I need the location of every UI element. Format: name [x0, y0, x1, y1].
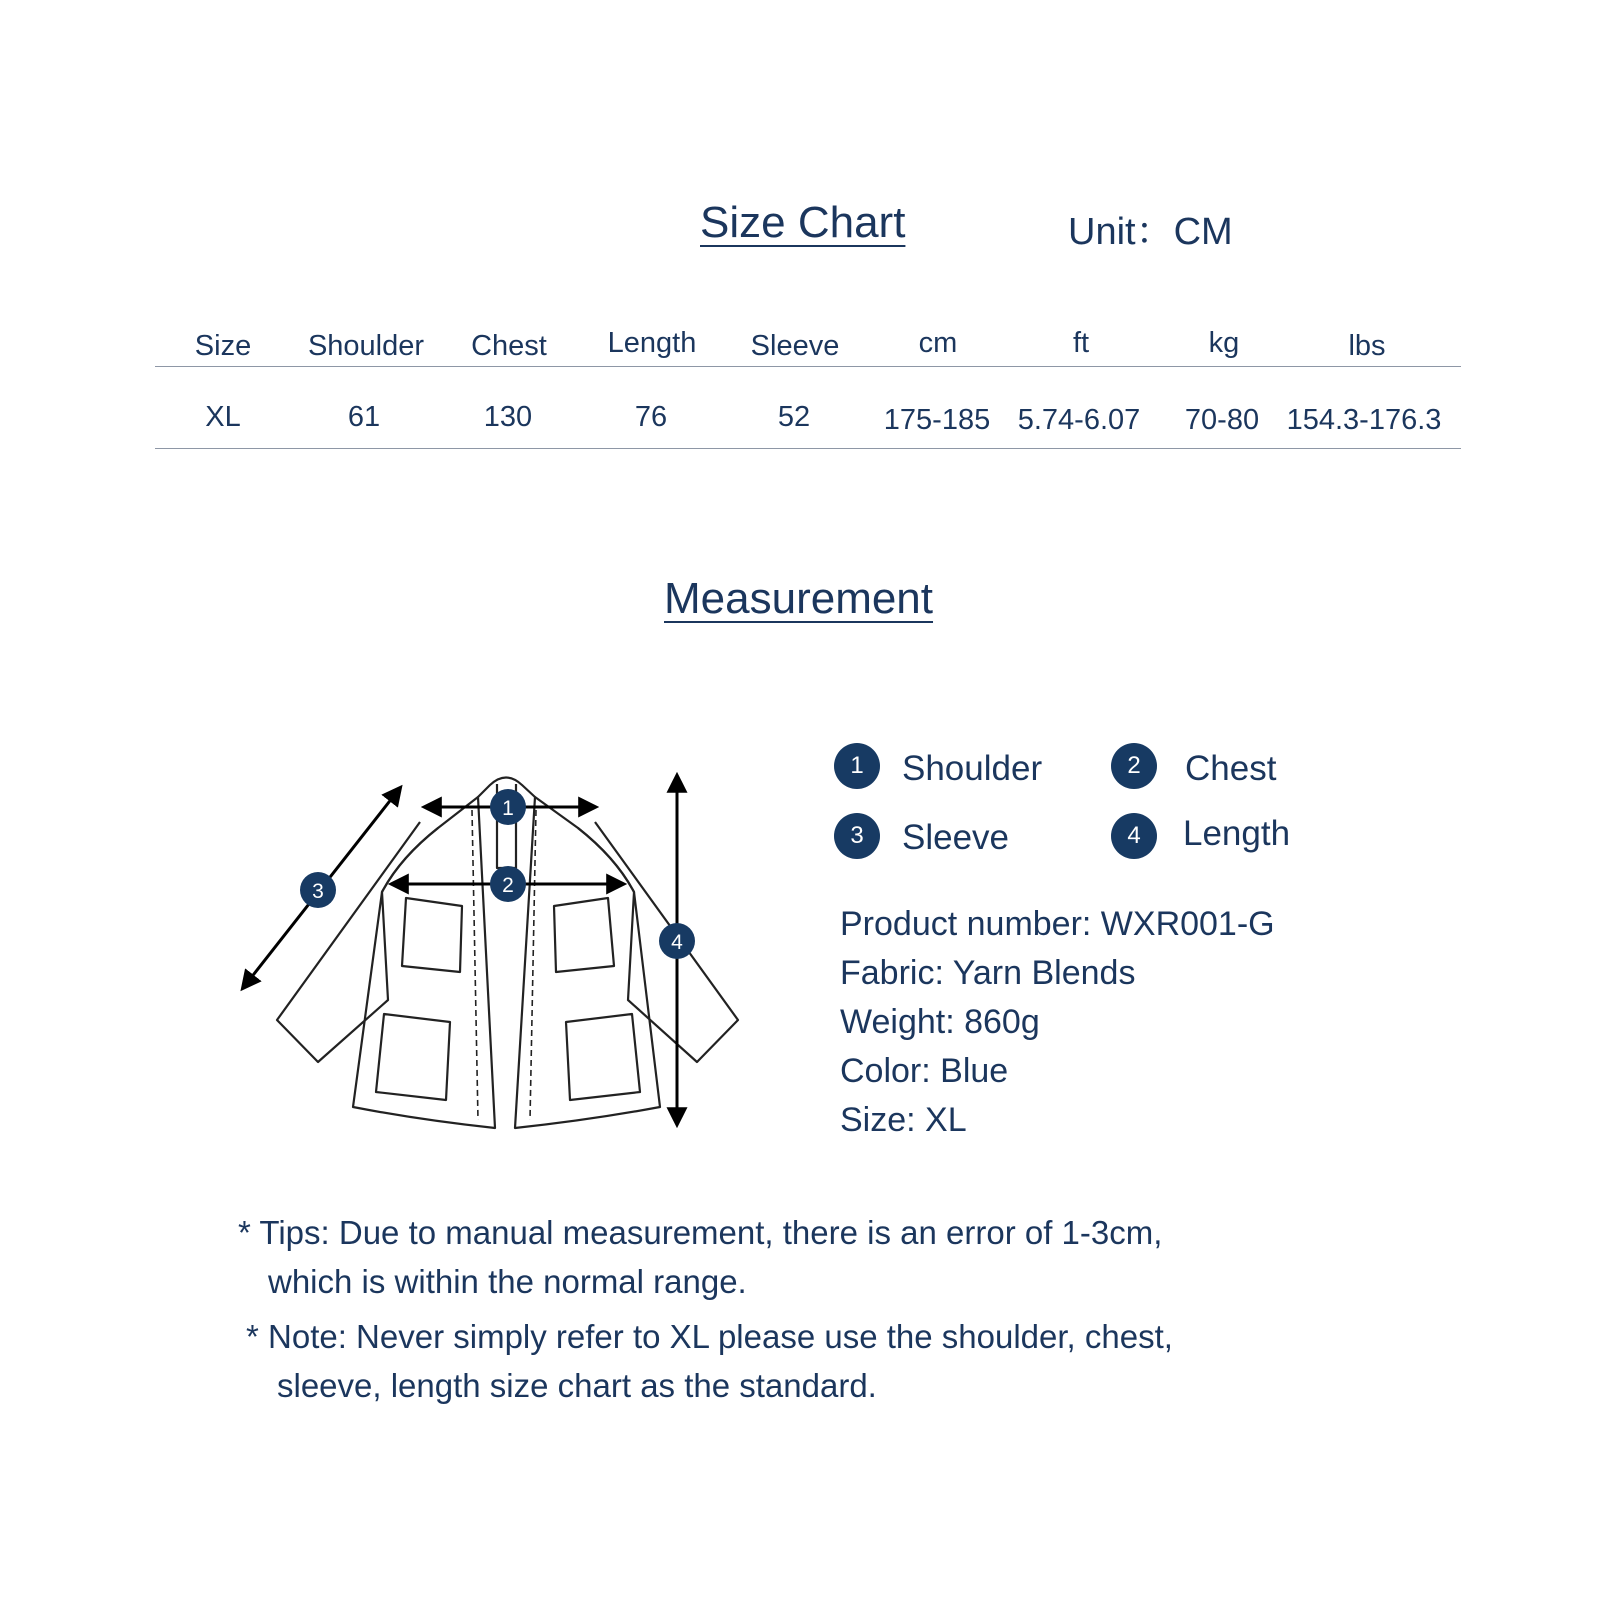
tips-line-1: * Tips: Due to manual measurement, there is an error of 1-3cm, — [238, 1214, 1163, 1251]
col-sleeve: Sleeve — [750, 330, 840, 362]
legend-chest: Chest — [1185, 749, 1277, 788]
legend-shoulder: Shoulder — [902, 749, 1043, 788]
product-number: Product number: WXR001-G — [840, 905, 1275, 943]
marker-1: 1 — [502, 797, 514, 820]
legend-badge-4: 4 — [1111, 813, 1157, 859]
marker-2: 2 — [502, 874, 514, 897]
cell-cm: 175-185 — [883, 404, 991, 436]
cell-size: XL — [205, 401, 241, 433]
col-length: Length — [607, 327, 697, 359]
cell-sleeve: 52 — [777, 401, 811, 433]
legend-badge-1: 1 — [834, 743, 880, 789]
product-size: Size: XL — [840, 1101, 967, 1139]
col-cm: cm — [918, 327, 958, 359]
col-chest: Chest — [471, 330, 547, 362]
legend-length: Length — [1183, 814, 1291, 853]
product-color: Color: Blue — [840, 1052, 1009, 1090]
cell-length: 76 — [634, 401, 668, 433]
size-chart-title: Size Chart — [700, 198, 906, 247]
product-weight: Weight: 860g — [840, 1003, 1040, 1041]
cell-shoulder: 61 — [347, 401, 381, 433]
legend-badge-2: 2 — [1111, 743, 1157, 789]
measurement-title: Measurement — [664, 574, 934, 623]
note-line-1: * Note: Never simply refer to XL please use the shoulder, chest, — [246, 1318, 1173, 1355]
legend-badge-3: 3 — [834, 813, 880, 859]
tips-line-2: which is within the normal range. — [268, 1263, 747, 1300]
cell-ft: 5.74-6.07 — [1017, 404, 1141, 436]
col-shoulder: Shoulder — [307, 330, 425, 362]
cell-chest: 130 — [483, 401, 533, 433]
diagram-markers — [300, 789, 695, 959]
cell-kg: 70-80 — [1184, 404, 1260, 436]
cell-lbs: 154.3-176.3 — [1286, 404, 1442, 436]
marker-3: 3 — [312, 880, 324, 903]
col-size: Size — [194, 330, 252, 362]
note-line-2: sleeve, length size chart as the standard. — [277, 1367, 877, 1404]
product-fabric: Fabric: Yarn Blends — [840, 954, 1136, 992]
col-lbs: lbs — [1348, 330, 1386, 362]
col-kg: kg — [1208, 327, 1240, 359]
unit-label: Unit：CM — [1068, 211, 1233, 253]
col-ft: ft — [1072, 327, 1090, 359]
marker-4: 4 — [671, 931, 683, 954]
legend-sleeve: Sleeve — [902, 818, 1010, 857]
